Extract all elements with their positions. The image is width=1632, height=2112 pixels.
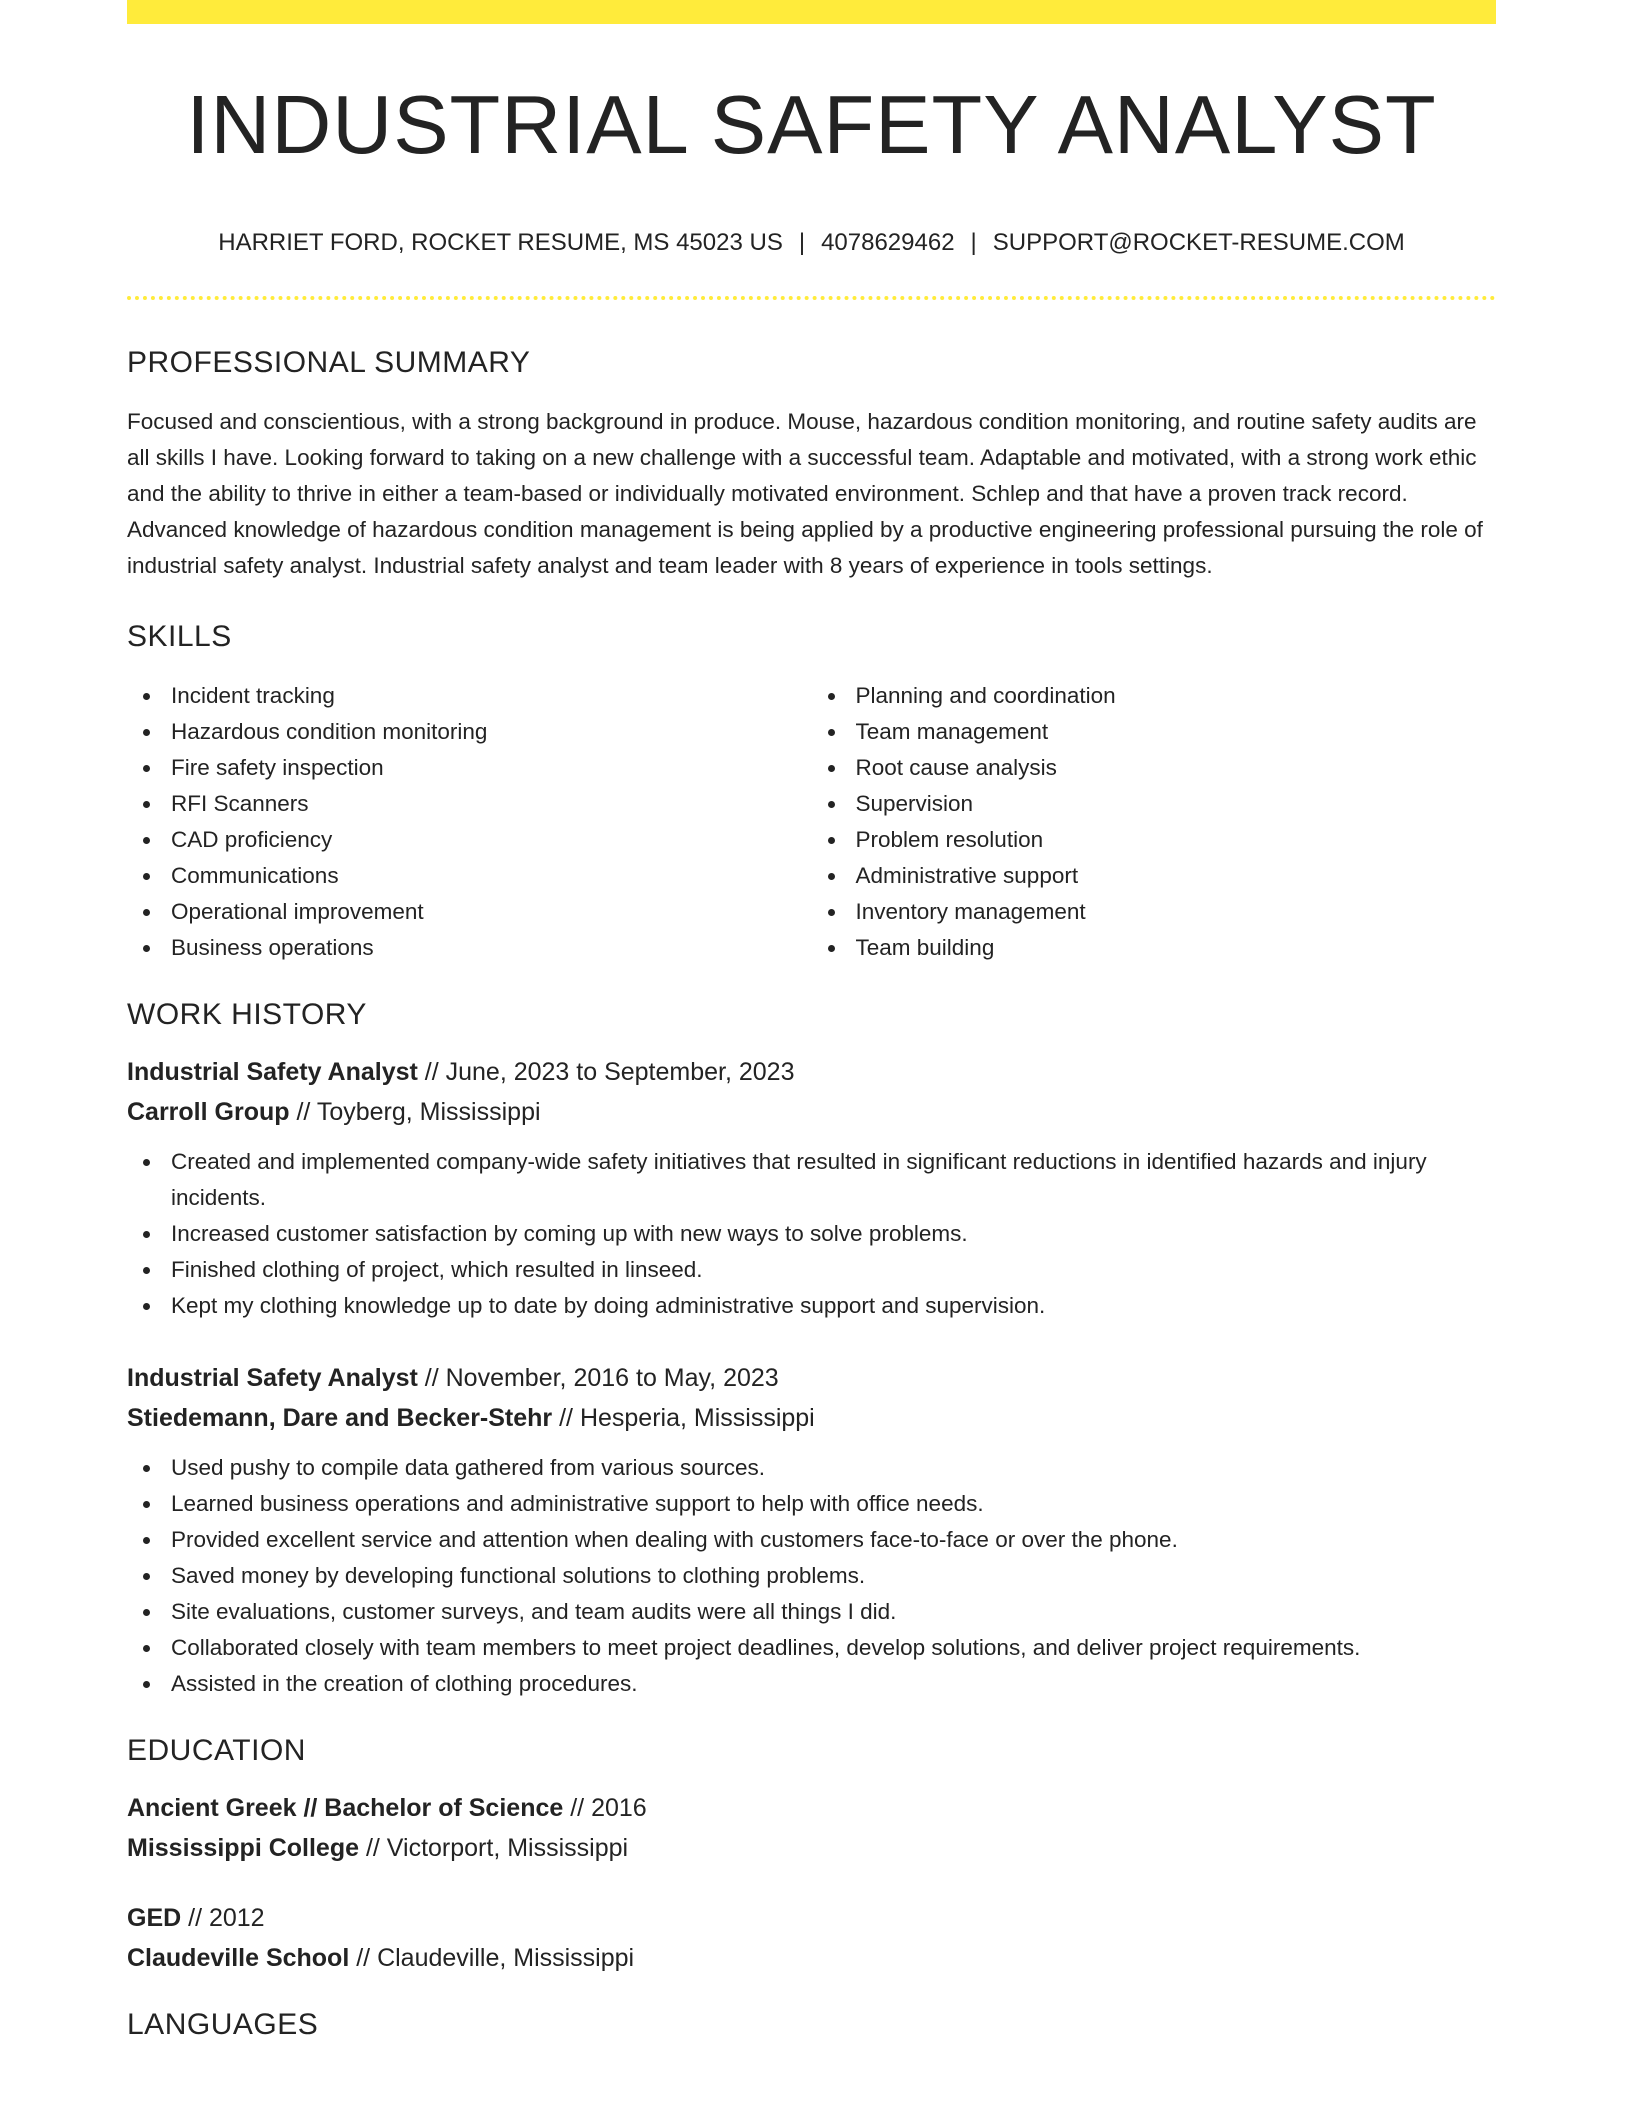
job-company: Stiedemann, Dare and Becker-Stehr xyxy=(127,1404,553,1432)
education-degree-line xyxy=(127,1898,1496,1938)
job-title: Industrial Safety Analyst xyxy=(127,1364,418,1392)
summary-text: Focused and conscientious, with a strong background in produce. Mouse, hazardous condition monitoring, and routine safety audits are all skills I have. Looking forward to taking on a new challenge with a successful team. Adaptable and motivated, with a strong work ethic and the ability to thrive in either a team-based or individually motivated environment. Schlep and that have a proven track record. Advanced knowledge of hazardous condition management is being applied by a productive engineering professional pursuing the role of industrial safety analyst. Industrial safety analyst and team leader with 8 years of experience in tools settings. xyxy=(127,409,1483,578)
job-entry xyxy=(127,1052,1496,1324)
job-location: // Toyberg, Mississippi xyxy=(289,1098,541,1126)
job-title: Industrial Safety Analyst xyxy=(127,1058,418,1086)
skill-item: RFI Scanners xyxy=(127,786,812,822)
job-duty: Provided excellent service and attention when dealing with customers face-to-face or over the phone. xyxy=(127,1522,1496,1558)
job-dates: // June, 2023 to September, 2023 xyxy=(417,1058,795,1086)
skill-item: Team building xyxy=(812,930,1497,966)
skill-item: Operational improvement xyxy=(127,894,812,930)
education-heading: EDUCATION xyxy=(127,1734,306,1767)
education-degree: GED xyxy=(127,1904,182,1932)
job-company-line xyxy=(127,1092,1496,1132)
skill-item: Inventory management xyxy=(812,894,1497,930)
job-title-line xyxy=(127,1358,1496,1398)
education-location: // Claudeville, Mississippi xyxy=(349,1944,635,1972)
education-school-line xyxy=(127,1828,1496,1868)
summary-heading: PROFESSIONAL SUMMARY xyxy=(127,346,531,379)
work-history-heading: WORK HISTORY xyxy=(127,998,367,1031)
skill-item: Fire safety inspection xyxy=(127,750,812,786)
job-duty: Created and implemented company-wide safety initiatives that resulted in significant reductions in identified hazards and injury incidents. xyxy=(127,1144,1496,1216)
contact-phone: 4078629462 xyxy=(821,229,955,256)
skill-item: Incident tracking xyxy=(127,678,812,714)
skill-item: CAD proficiency xyxy=(127,822,812,858)
education-entry xyxy=(127,1788,1496,1868)
contact-address: HARRIET FORD, ROCKET RESUME, MS 45023 US xyxy=(218,229,783,256)
job-duty: Used pushy to compile data gathered from various sources. xyxy=(127,1450,1496,1486)
skill-item: Team management xyxy=(812,714,1497,750)
skill-item: Hazardous condition monitoring xyxy=(127,714,812,750)
contact-separator: | xyxy=(798,229,806,256)
skill-item: Planning and coordination xyxy=(812,678,1497,714)
job-duty: Finished clothing of project, which resulted in linseed. xyxy=(127,1252,1496,1288)
education-school: Claudeville School xyxy=(127,1944,350,1972)
job-dates: // November, 2016 to May, 2023 xyxy=(417,1364,779,1392)
languages-heading: LANGUAGES xyxy=(127,2008,319,2041)
contact-line xyxy=(127,231,1496,255)
job-duty: Collaborated closely with team members to meet project deadlines, develop solutions, and deliver project requirements. xyxy=(127,1630,1496,1666)
job-company-line xyxy=(127,1398,1496,1438)
skills-heading: SKILLS xyxy=(127,620,232,653)
resume-page xyxy=(127,0,1496,2040)
skill-item: Root cause analysis xyxy=(812,750,1497,786)
skill-item: Problem resolution xyxy=(812,822,1497,858)
education-year: // 2016 xyxy=(563,1794,647,1822)
education-school-line xyxy=(127,1938,1496,1978)
skill-item: Business operations xyxy=(127,930,812,966)
education-degree: Ancient Greek // Bachelor of Science xyxy=(127,1794,564,1822)
job-duty: Kept my clothing knowledge up to date by doing administrative support and supervision. xyxy=(127,1288,1496,1324)
job-location: // Hesperia, Mississippi xyxy=(552,1404,815,1432)
job-duty: Site evaluations, customer surveys, and team audits were all things I did. xyxy=(127,1594,1496,1630)
job-entry xyxy=(127,1358,1496,1702)
job-duty: Saved money by developing functional solutions to clothing problems. xyxy=(127,1558,1496,1594)
contact-email: SUPPORT@ROCKET-RESUME.COM xyxy=(992,229,1405,256)
skills-right-column xyxy=(812,678,1497,966)
education-year: // 2012 xyxy=(181,1904,265,1932)
accent-bar xyxy=(127,0,1496,24)
skill-item: Communications xyxy=(127,858,812,894)
education-location: // Victorport, Mississippi xyxy=(359,1834,629,1862)
education-school: Mississippi College xyxy=(127,1834,360,1862)
job-company: Carroll Group xyxy=(127,1098,290,1126)
contact-separator: | xyxy=(970,229,977,256)
education-entry xyxy=(127,1898,1496,1978)
job-duty: Assisted in the creation of clothing procedures. xyxy=(127,1666,1496,1702)
resume-title: INDUSTRIAL SAFETY ANALYST xyxy=(186,78,1437,171)
job-duties-list xyxy=(127,1450,1496,1702)
job-title-line xyxy=(127,1052,1496,1092)
education-degree-line xyxy=(127,1788,1496,1828)
dotted-divider xyxy=(127,296,1496,300)
job-duties-list xyxy=(127,1144,1496,1324)
skill-item: Administrative support xyxy=(812,858,1497,894)
skill-item: Supervision xyxy=(812,786,1497,822)
job-duty: Increased customer satisfaction by coming up with new ways to solve problems. xyxy=(127,1216,1496,1252)
job-duty: Learned business operations and administrative support to help with office needs. xyxy=(127,1486,1496,1522)
skills-left-column xyxy=(127,678,812,966)
skills-grid xyxy=(127,678,1496,966)
